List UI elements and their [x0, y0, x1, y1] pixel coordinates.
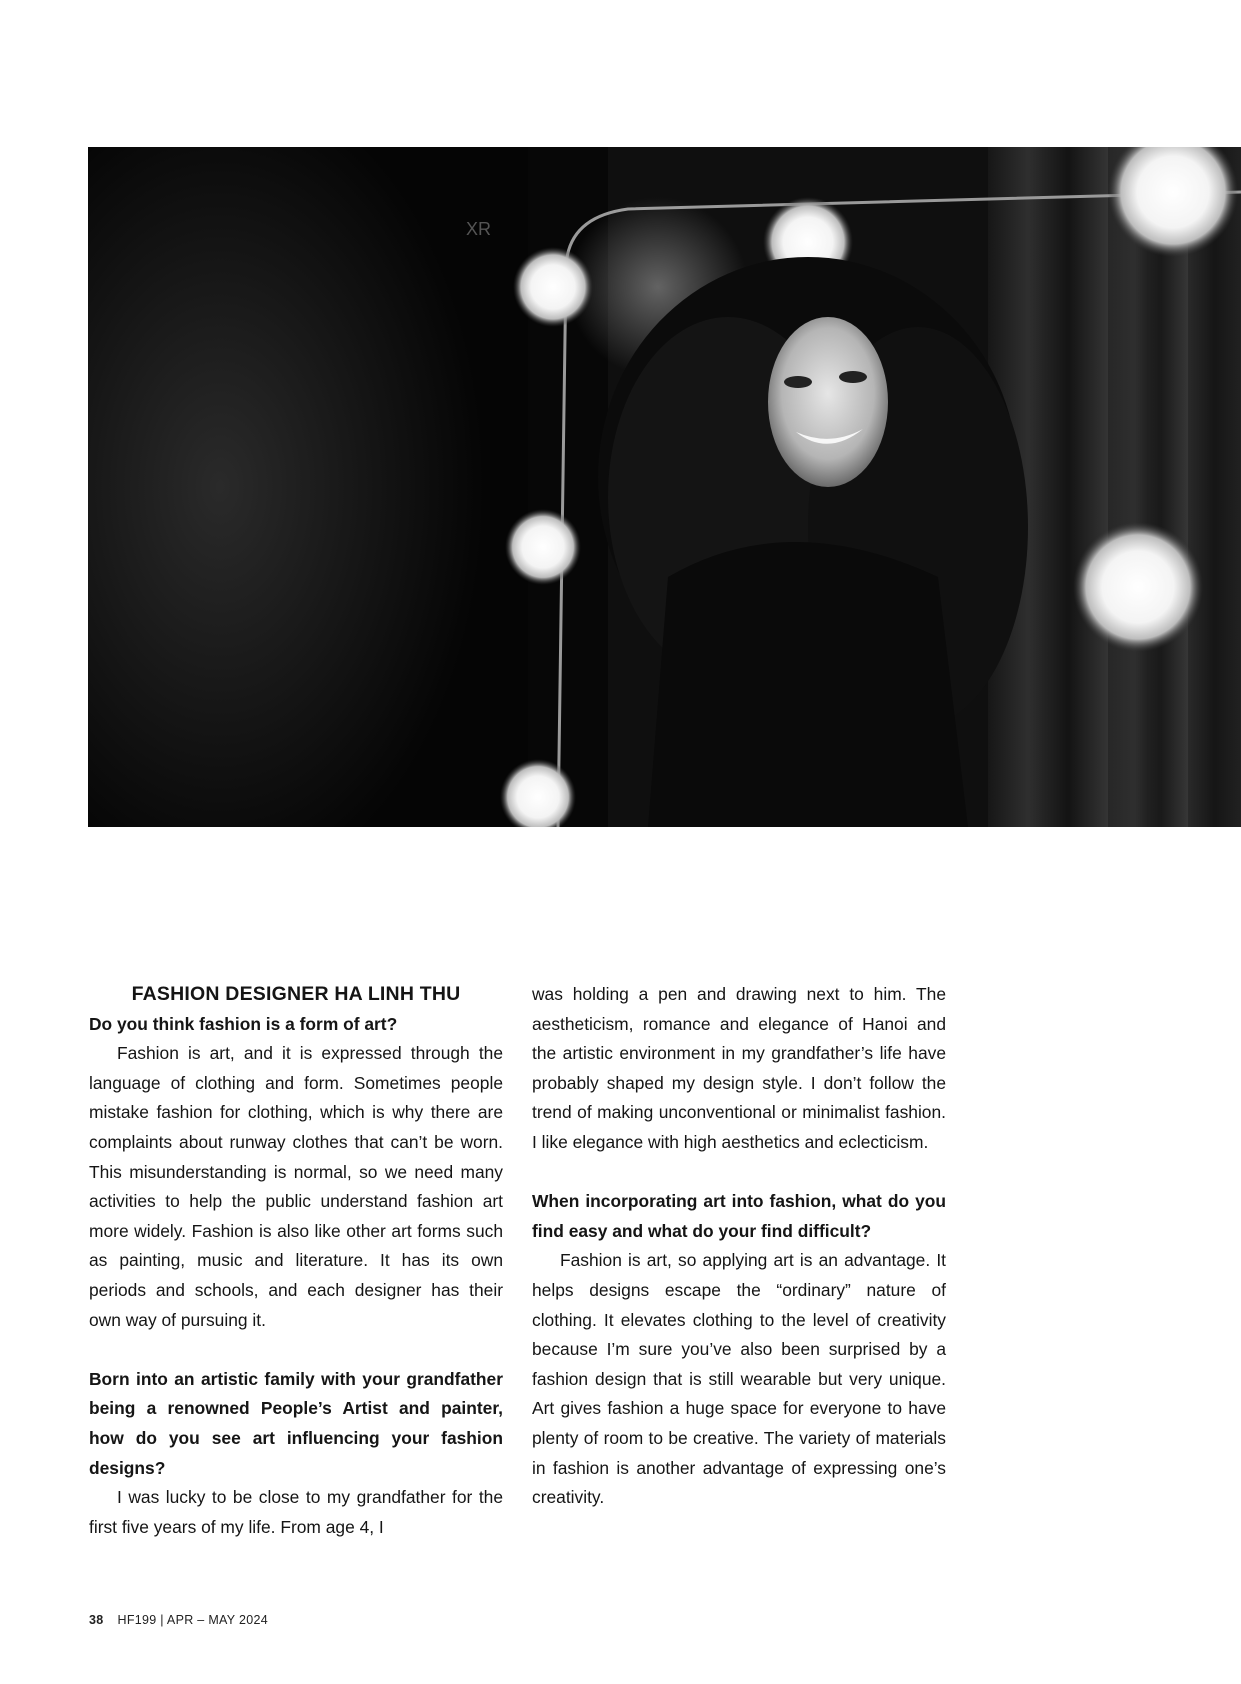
answer-3: Fashion is art, so applying art is an advantage. It helps designs escape the “ordinary” nature of clothing. It elevates clothing to the level of creativity because I’m sure you’ve also been surprised by a fashion design that is still wearable but very unique. Art gives fashion a huge space for everyone to have plenty of room to be creative. The variety of materials in fashion is another advantage of expressing one’s creativity.	[532, 1250, 946, 1508]
page-number: 38	[89, 1613, 104, 1627]
answer-1: Fashion is art, and it is expressed through the language of clothing and form. Sometimes people mistake fashion for clothing, which is why there are complaints about runway clothes that can’t be worn. This misunderstanding is normal, so we need many activities to help the public understand fashion art more widely. Fashion is also like other art forms such as painting, music and literature. It has its own periods and schools, and each designer has their own way of pursuing it.	[89, 1043, 503, 1330]
portrait-photo	[88, 147, 1241, 827]
paragraph-gap	[532, 1158, 946, 1188]
paragraph-gap	[89, 1335, 503, 1365]
issue-info: HF199 | APR – MAY 2024	[117, 1613, 268, 1627]
mirror-text: XR	[466, 219, 492, 239]
question-1: Do you think fashion is a form of art?	[89, 1013, 398, 1034]
article-column-left	[89, 980, 503, 1542]
question-3: When incorporating art into fashion, what do you find easy and what do your find difficult?	[532, 1191, 946, 1241]
portrait-photo-graphic	[88, 147, 1241, 827]
article-column-right	[532, 980, 946, 1513]
answer-2-start: I was lucky to be close to my grandfather for the first five years of my life. From age 4, I	[89, 1487, 503, 1537]
page-footer	[89, 1613, 268, 1627]
answer-2-continued: was holding a pen and drawing next to him. The aestheticism, romance and elegance of Hanoi and the artistic environment in my grandfather’s life have probably shaped my design style. I don’t follow the trend of making unconventional or minimalist fashion. I like elegance with high aesthetics and eclecticism.	[532, 984, 946, 1152]
section-heading: FASHION DESIGNER HA LINH THU	[131, 983, 461, 1005]
question-2: Born into an artistic family with your grandfather being a renowned People’s Artist and painter, how do you see art influencing your fashion designs?	[89, 1368, 503, 1478]
